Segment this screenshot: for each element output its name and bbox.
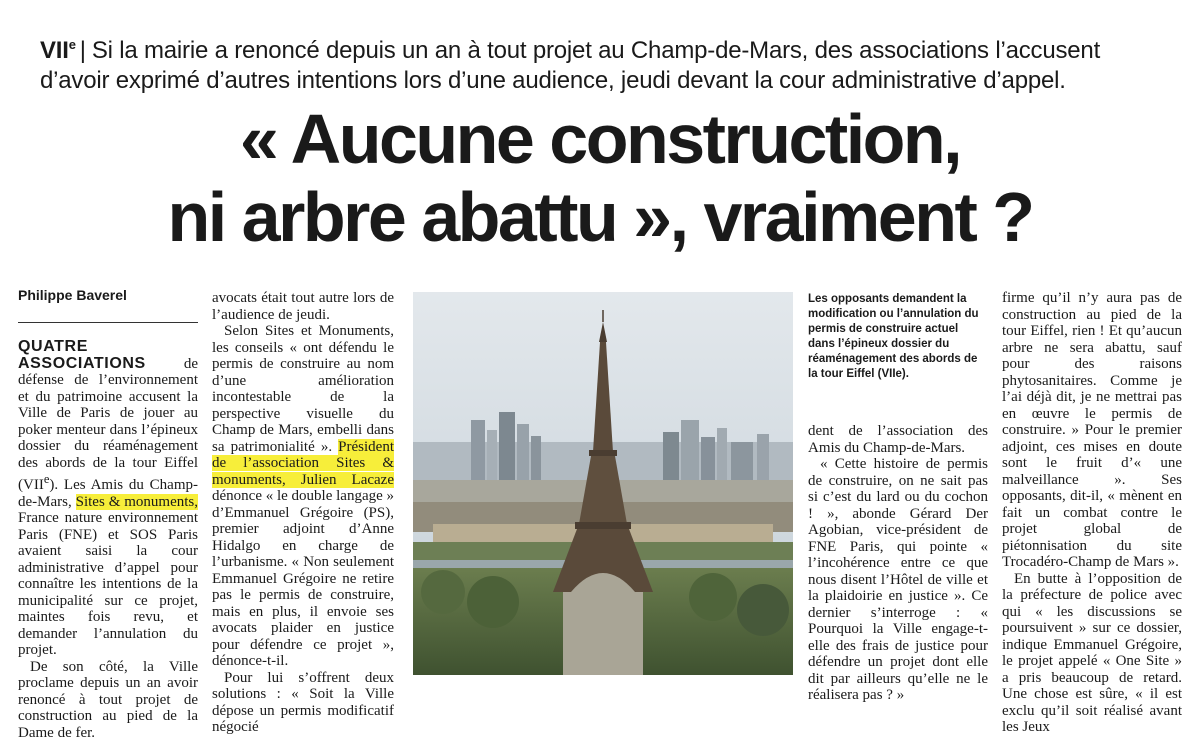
paragraph-2: De son côté, la Ville proclame depuis un an avoir renoncé à tout projet de construction au pied de la Dame de fer.: [18, 659, 198, 741]
kicker-separator: |: [80, 37, 86, 64]
kicker-text: Si la mairie a renoncé depuis un an à tout projet au Champ-de-Mars, des associations l’accusent d’avoir exprimé d’autres intentions lors d’une audience, jeudi devant la cour administrative d’appel.: [40, 37, 1100, 94]
lead-words: QUATRE ASSOCIATIONS: [18, 338, 146, 372]
highlighted-text: Président de l’association Sites & monuments, Julien Lacaze: [212, 439, 394, 488]
column-1: [18, 286, 198, 741]
column-2: [212, 290, 394, 736]
headline: [60, 100, 1140, 256]
highlighted-text: Sites & monuments,: [76, 494, 198, 510]
photo-caption: Les opposants demandent la modification ou l’annulation du permis de construire actuel dans l’épineux dossier du réaménagement des abords de la tour Eiffel (VIIe).: [808, 292, 988, 382]
column-4: [808, 423, 988, 704]
byline: Philippe Baverel: [18, 286, 198, 308]
paragraph: Pour lui s’offrent deux solutions : « Soit la Ville dépose un permis modificatif négocié: [212, 670, 394, 736]
headline-line-2: ni arbre abattu », vraiment ?: [168, 178, 1033, 256]
paragraph-continued: avocats était tout autre lors de l’audience de jeudi.: [212, 290, 394, 323]
paragraph: En butte à l’opposition de la préfecture de police avec qui « les discussions se poursuivent » sur ce dossier, indique Emmanuel Grégoire, le projet appelé « One Site » a pris beaucoup de retard. Une chose est sûre, « il est exclu qu’il soit réalisé avant les Jeux: [1002, 571, 1182, 736]
eiffel-tower-photo: [413, 292, 793, 675]
paragraph: Selon Sites et Monuments, les conseils « ont défendu le permis de construire au nom d’une amélioration incontestable de la perspective visuelle du Champ de Mars, embelli dans sa patrimonialité ». Président de l’association Sites & monuments, Julien Lacaze dénonce « le double langage » d’Emmanuel Grégoire (PS), premier adjoint d’Anne Hidalgo en charge de l’urbanisme. « Non seulement Emmanuel Grégoire ne retire pas le permis de construire, mais en plus, il envoie ses avocats plaider en justice pour défendre ce projet », dénonce-t-il.: [212, 323, 394, 670]
byline-divider: [18, 322, 198, 323]
paragraph-continued: dent de l’association des Amis du Champ-de-Mars.: [808, 423, 988, 456]
article-kicker: [40, 30, 1165, 96]
column-5: [1002, 290, 1182, 736]
section-label: VIIe: [40, 37, 76, 64]
paragraph-1: QUATRE ASSOCIATIONS de défense de l’environnement et du patrimoine accusent la Ville de Paris de jouer au poker menteur dans l’épineux dossier du réaménagement des abords de la tour Eiffel (VIIe). Les Amis du Champ-de-Mars, Sites & monuments, France nature environnement Paris (FNE) et SOS Paris avaient saisi la cour administrative d’appel pour connaître les intentions de la municipalité sur ce projet, maintes fois revu, et demander l’annulation du projet.: [18, 339, 198, 659]
paragraph-continued: firme qu’il n’y aura pas de construction au pied de la tour Eiffel, rien ! Et qu’aucun arbre ne sera abattu, sauf pour des raisons phytosanitaires. Comme je l’ai déjà dit, je ne mettrai pas en œuvre le permis de construire. » Pour le premier adjoint, ces mises en doute sont le fruit d’« une malveillance ». Ses opposants, dit-il, « mènent en fait un combat contre le projet global de piétonnisation du site Trocadéro-Champ de Mars ».: [1002, 290, 1182, 571]
paragraph: « Cette histoire de permis de construire, on ne sait pas si c’est du lard ou du cochon ! », abonde Gérard Der Agobian, vice-président de FNE Paris, qui pointe « l’incohérence entre ce que nous disent l’Hôtel de ville et la plaidoirie en justice ». Ce dernier s’interroge : « Pourquoi la Ville engage-t-elle des frais de justice pour défendre un projet dont elle dit par ailleurs qu’elle ne le réalisera pas ? »: [808, 456, 988, 704]
headline-line-1: « Aucune construction,: [240, 100, 960, 178]
